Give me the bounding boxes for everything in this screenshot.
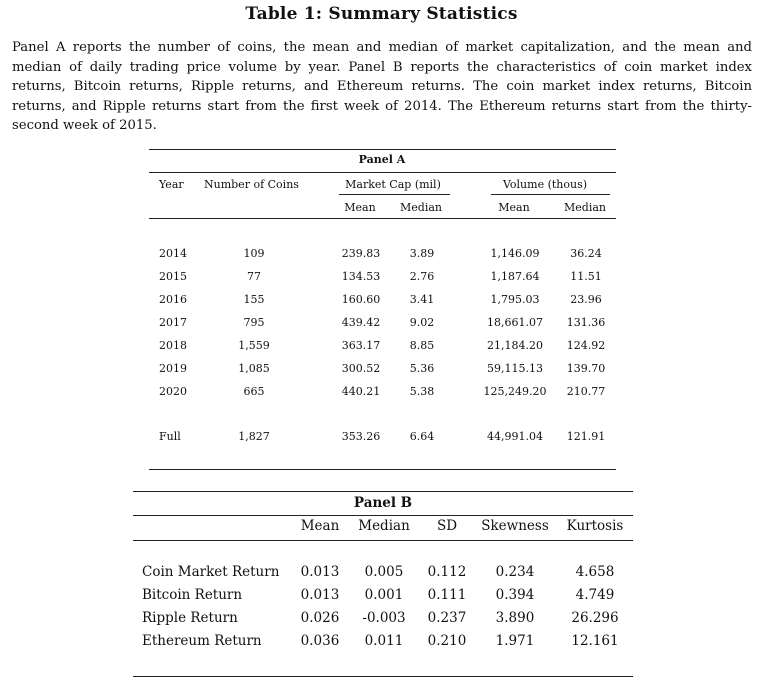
panel-b-mid-rule bbox=[133, 515, 633, 516]
median-cell: 0.001 bbox=[364, 587, 404, 603]
vol-median-header: Median bbox=[564, 201, 606, 214]
mean-cell: 0.013 bbox=[300, 564, 340, 580]
mcap-median-cell: 2.76 bbox=[409, 270, 435, 283]
col-volume-header: Volume (thous) bbox=[502, 178, 588, 191]
vol-median-cell: 210.77 bbox=[566, 385, 606, 398]
year-cell: 2014 bbox=[159, 247, 187, 260]
mcap-median-cell: 8.85 bbox=[409, 339, 435, 352]
panel-a-header-bottom-rule bbox=[149, 218, 616, 219]
vol-mean-cell: 1,146.09 bbox=[490, 247, 540, 260]
vol-median-cell: 131.36 bbox=[566, 316, 606, 329]
sd-cell: 0.237 bbox=[427, 610, 467, 626]
series-name-cell: Ripple Return bbox=[142, 610, 238, 626]
col-coins-header: Number of Coins bbox=[204, 178, 299, 191]
mcap-mean-cell: 239.83 bbox=[341, 247, 381, 260]
mcap-median-cell: 9.02 bbox=[409, 316, 435, 329]
mean-cell: 0.036 bbox=[300, 633, 340, 649]
year-cell: 2018 bbox=[159, 339, 187, 352]
sd-cell: 0.111 bbox=[427, 587, 467, 603]
coins-cell: 1,559 bbox=[238, 339, 270, 352]
panel-a-top-rule bbox=[149, 149, 616, 150]
table-description: Panel A reports the number of coins, the mean and median of market capitalization, and the mean and median of daily trading price volume by year. Panel B reports the characteristics of coin market index returns, Bitcoin returns, Ripple returns, and Ethereum returns. The coin market index returns, Bitcoin returns, and Ripple returns start from the first week of 2014. The Ethereum returns start from the thirty-second week of 2015. bbox=[12, 40, 752, 134]
sd-cell: 0.210 bbox=[427, 633, 467, 649]
kurtosis-cell: 26.296 bbox=[571, 610, 619, 626]
skewness-cell: 3.890 bbox=[495, 610, 535, 626]
skewness-cell: 1.971 bbox=[495, 633, 535, 649]
mcap-mean-cell: 300.52 bbox=[341, 362, 381, 375]
vol-median-cell: 23.96 bbox=[570, 293, 602, 306]
mcap-mean-cell: 353.26 bbox=[341, 430, 381, 443]
col-mcap-header: Market Cap (mil) bbox=[345, 178, 441, 191]
series-name-cell: Coin Market Return bbox=[142, 564, 280, 580]
kurtosis-cell: 4.749 bbox=[575, 587, 615, 603]
vol-mean-cell: 21,184.20 bbox=[487, 339, 543, 352]
mcap-median-header: Median bbox=[400, 201, 442, 214]
pb-header-kurtosis: Kurtosis bbox=[566, 518, 624, 534]
year-cell: 2016 bbox=[159, 293, 187, 306]
panel-b-top-rule bbox=[133, 491, 633, 492]
mcap-median-cell: 6.64 bbox=[409, 430, 435, 443]
vol-mean-cell: 1,795.03 bbox=[490, 293, 540, 306]
mcap-mean-header: Mean bbox=[344, 201, 376, 214]
median-cell: 0.005 bbox=[364, 564, 404, 580]
volume-header-rule bbox=[491, 194, 610, 195]
vol-median-cell: 124.92 bbox=[566, 339, 606, 352]
pb-header-mean: Mean bbox=[300, 518, 340, 534]
kurtosis-cell: 12.161 bbox=[571, 633, 619, 649]
series-name-cell: Bitcoin Return bbox=[142, 587, 243, 603]
vol-mean-cell: 125,249.20 bbox=[483, 385, 547, 398]
vol-median-cell: 121.91 bbox=[566, 430, 606, 443]
panel-b-bottom-rule bbox=[133, 676, 633, 677]
year-cell: 2019 bbox=[159, 362, 187, 375]
mcap-header-rule bbox=[339, 194, 450, 195]
mcap-mean-cell: 134.53 bbox=[341, 270, 381, 283]
mcap-mean-cell: 439.42 bbox=[341, 316, 381, 329]
coins-cell: 795 bbox=[243, 316, 265, 329]
vol-median-cell: 139.70 bbox=[566, 362, 606, 375]
year-cell: 2020 bbox=[159, 385, 187, 398]
coins-cell: 1,085 bbox=[238, 362, 270, 375]
panel-b-header-rule bbox=[133, 540, 633, 541]
mean-cell: 0.013 bbox=[300, 587, 340, 603]
year-cell: 2015 bbox=[159, 270, 187, 283]
pb-header-skewness: Skewness bbox=[481, 518, 549, 534]
panel-a-title: Panel A bbox=[358, 153, 406, 166]
sd-cell: 0.112 bbox=[427, 564, 467, 580]
col-year-header: Year bbox=[159, 178, 184, 191]
mcap-median-cell: 3.41 bbox=[409, 293, 435, 306]
mcap-median-cell: 5.38 bbox=[409, 385, 435, 398]
coins-cell: 109 bbox=[243, 247, 265, 260]
mcap-median-cell: 5.36 bbox=[409, 362, 435, 375]
vol-mean-cell: 44,991.04 bbox=[487, 430, 543, 443]
mcap-mean-cell: 363.17 bbox=[341, 339, 381, 352]
mean-cell: 0.026 bbox=[300, 610, 340, 626]
vol-mean-cell: 1,187.64 bbox=[490, 270, 540, 283]
panel-b-title: Panel B bbox=[353, 495, 413, 511]
pb-header-median: Median bbox=[358, 518, 410, 534]
vol-mean-cell: 18,661.07 bbox=[487, 316, 543, 329]
coins-cell: 665 bbox=[243, 385, 265, 398]
pb-header-sd: SD bbox=[436, 518, 458, 534]
year-cell: Full bbox=[159, 430, 181, 443]
coins-cell: 1,827 bbox=[238, 430, 270, 443]
median-cell: -0.003 bbox=[362, 610, 406, 626]
panel-a-bottom-rule bbox=[149, 469, 616, 470]
panel-a-mid-rule bbox=[149, 172, 616, 173]
mcap-median-cell: 3.89 bbox=[409, 247, 435, 260]
skewness-cell: 0.234 bbox=[495, 564, 535, 580]
skewness-cell: 0.394 bbox=[495, 587, 535, 603]
vol-mean-header: Mean bbox=[498, 201, 530, 214]
vol-mean-cell: 59,115.13 bbox=[487, 362, 543, 375]
mcap-mean-cell: 440.21 bbox=[341, 385, 381, 398]
median-cell: 0.011 bbox=[364, 633, 404, 649]
kurtosis-cell: 4.658 bbox=[575, 564, 615, 580]
year-cell: 2017 bbox=[159, 316, 187, 329]
vol-median-cell: 36.24 bbox=[570, 247, 602, 260]
vol-median-cell: 11.51 bbox=[570, 270, 602, 283]
coins-cell: 77 bbox=[247, 270, 261, 283]
series-name-cell: Ethereum Return bbox=[142, 633, 262, 649]
coins-cell: 155 bbox=[243, 293, 265, 306]
table-title: Table 1: Summary Statistics bbox=[245, 4, 518, 24]
mcap-mean-cell: 160.60 bbox=[341, 293, 381, 306]
